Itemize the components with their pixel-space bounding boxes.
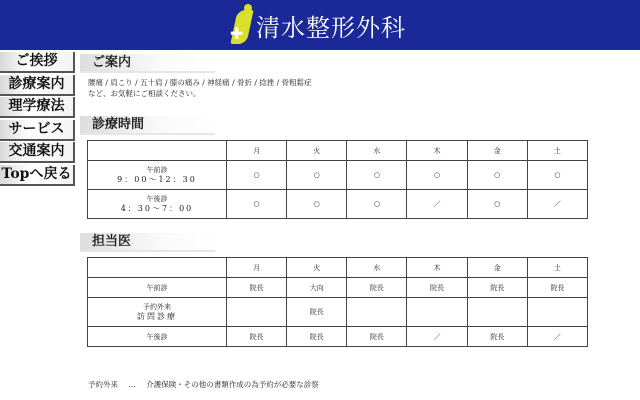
corner-cell — [88, 141, 227, 161]
table-row — [88, 327, 588, 347]
row-label — [88, 190, 227, 219]
nav-clinic-info[interactable]: 診療案内 — [0, 75, 75, 96]
guide-line-1: 腰痛 / 肩こり / 五十肩 / 膝の痛み / 神経痛 / 骨折 / 捻挫 / 骨粗鬆症 — [88, 78, 312, 87]
table-cell — [467, 298, 527, 327]
table-cell: ／ — [407, 327, 467, 347]
table-row — [88, 278, 588, 298]
day-header: 月 — [227, 141, 287, 161]
table-cell — [347, 298, 407, 327]
table-cell — [527, 298, 587, 327]
day-header: 金 — [467, 141, 527, 161]
hours-table — [87, 140, 588, 219]
table-cell: ○ — [287, 161, 347, 190]
guide-line-2: など、お気軽にご相談ください。 — [88, 89, 201, 98]
table-cell: ○ — [227, 190, 287, 219]
table-cell: ○ — [467, 190, 527, 219]
table-cell: 院長 — [287, 327, 347, 347]
table-cell: 院長 — [347, 327, 407, 347]
nav-physical-therapy[interactable]: 理学療法 — [0, 97, 75, 118]
table-cell: ○ — [407, 161, 467, 190]
table-cell: ／ — [407, 190, 467, 219]
table-cell: 院長 — [227, 278, 287, 298]
table-cell: 院長 — [527, 278, 587, 298]
note-desc: 介護保険・その他の書類作成の為予約が必要な診察 — [146, 380, 319, 389]
table-cell: ○ — [347, 190, 407, 219]
table-row — [88, 298, 588, 327]
table-cell: 大向 — [287, 278, 347, 298]
table-cell: 院長 — [227, 327, 287, 347]
row-label — [88, 298, 227, 327]
day-header: 木 — [407, 141, 467, 161]
nav-top[interactable]: Topへ戻る — [0, 165, 75, 186]
table-cell: ○ — [287, 190, 347, 219]
table-cell: 院長 — [407, 278, 467, 298]
table-cell: ／ — [527, 327, 587, 347]
row-label — [88, 278, 227, 298]
doctors-heading: 担当医 — [80, 233, 215, 252]
table-cell: ／ — [527, 190, 587, 219]
table-cell: 院長 — [467, 278, 527, 298]
table-header-row — [88, 258, 588, 278]
day-header: 土 — [527, 258, 587, 278]
guide-heading: ご案内 — [80, 54, 215, 73]
note-sep: … — [128, 380, 136, 389]
guide-text — [88, 77, 312, 99]
row-label-1: 午前診 — [146, 283, 168, 292]
row-label-1: 午後診 — [146, 332, 168, 341]
sidebar-nav — [0, 52, 75, 187]
table-cell: 院長 — [287, 298, 347, 327]
hours-heading: 診療時間 — [80, 116, 215, 135]
row-label — [88, 327, 227, 347]
row-label — [88, 161, 227, 190]
table-row — [88, 190, 588, 219]
corner-cell — [88, 258, 227, 278]
logo-icon: ✚ — [228, 4, 254, 46]
note-term: 予約外来 — [88, 380, 118, 389]
table-cell: ○ — [347, 161, 407, 190]
table-cell: ○ — [227, 161, 287, 190]
row-label-2: 9：00～12：30 — [117, 175, 197, 184]
day-header: 土 — [527, 141, 587, 161]
table-cell: ○ — [527, 161, 587, 190]
table-cell: ○ — [467, 161, 527, 190]
day-header: 木 — [407, 258, 467, 278]
day-header: 金 — [467, 258, 527, 278]
nav-access[interactable]: 交通案内 — [0, 142, 75, 163]
table-header-row — [88, 141, 588, 161]
table-cell — [407, 298, 467, 327]
clinic-logo[interactable] — [228, 4, 406, 46]
row-label-1: 午後診 — [146, 195, 168, 203]
header-banner — [0, 0, 640, 50]
doctors-table — [87, 257, 588, 347]
day-header: 火 — [287, 258, 347, 278]
table-cell: 院長 — [347, 278, 407, 298]
day-header: 水 — [347, 141, 407, 161]
nav-greeting[interactable]: ご挨拶 — [0, 52, 75, 73]
table-cell — [227, 298, 287, 327]
clinic-name: 清水整形外科 — [256, 13, 406, 42]
footnote — [88, 379, 327, 390]
day-header: 火 — [287, 141, 347, 161]
day-header: 月 — [227, 258, 287, 278]
table-cell: 院長 — [467, 327, 527, 347]
table-row — [88, 161, 588, 190]
row-label-1: 午前診 — [146, 166, 168, 174]
row-label-2: 4：30～7：00 — [120, 204, 194, 213]
row-label-1: 予約外来 — [143, 303, 171, 311]
nav-services[interactable]: サービス — [0, 120, 75, 141]
day-header: 水 — [347, 258, 407, 278]
row-label-2: 訪問診療 — [137, 312, 177, 321]
